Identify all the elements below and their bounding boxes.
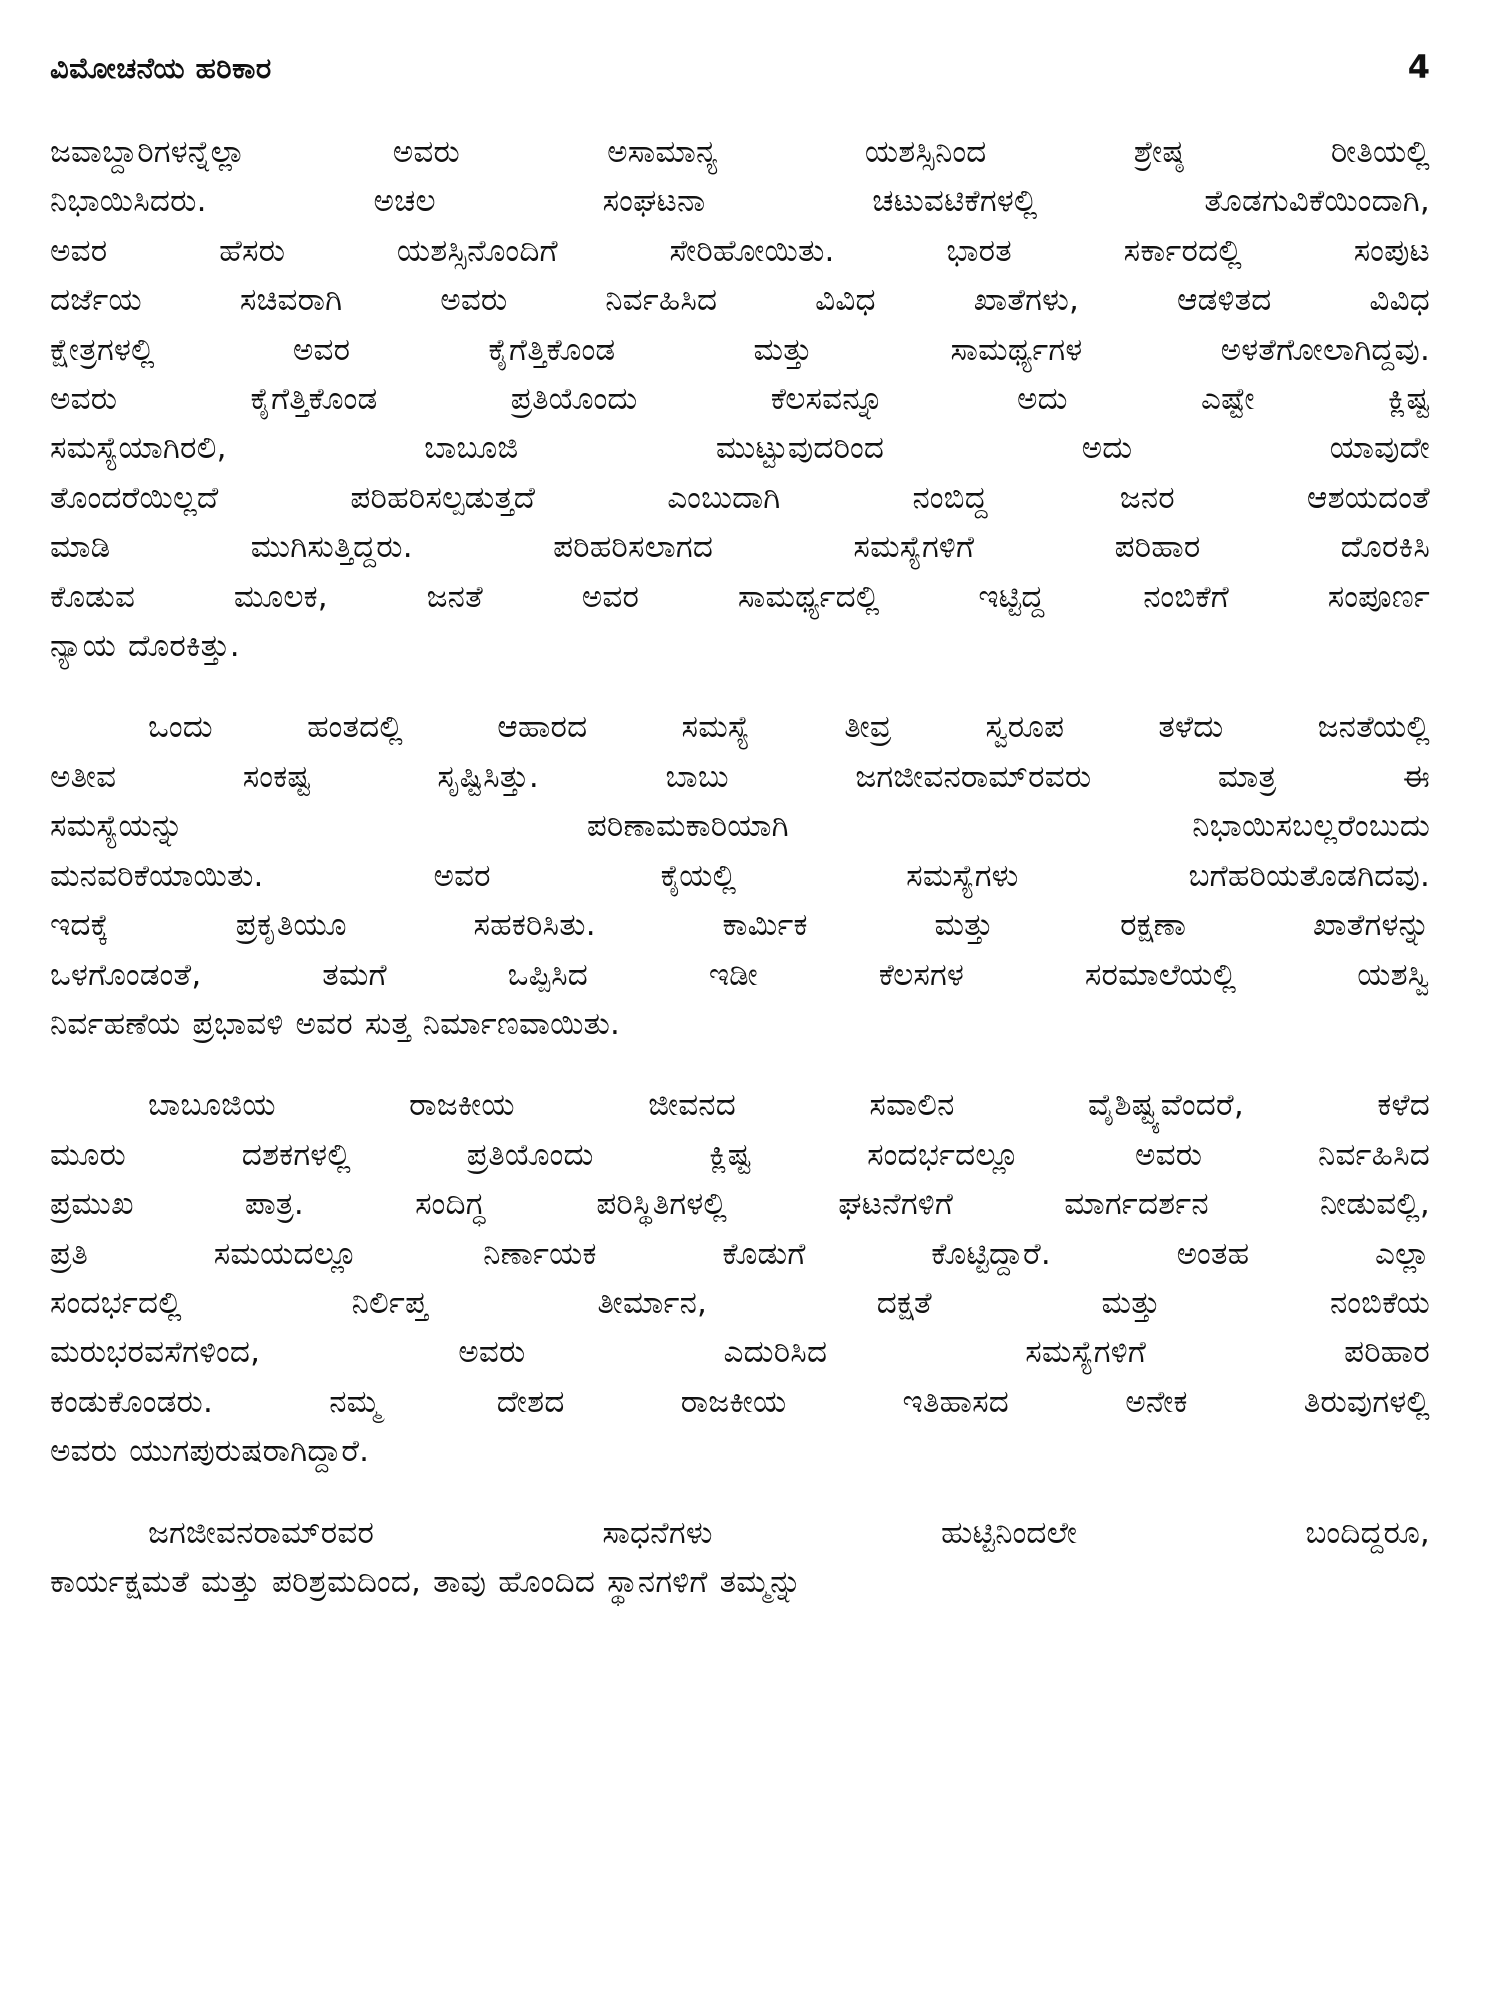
text-line: ಬಾಬೂಜಿಯ ರಾಜಕೀಯ ಜೀವನದ ಸವಾಲಿನ ವೈಶಿಷ್ಟ್ಯವೆಂದರೆ, ಕಳೆದ — [148, 1087, 1430, 1124]
text-line: ದರ್ಜೆಯ ಸಚಿವರಾಗಿ ಅವರು ನಿರ್ವಹಿಸಿದ ವಿವಿಧ ಖಾತೆಗಳು, ಆಡಳಿತದ ವಿವಿಧ — [50, 282, 1430, 319]
text-line: ಸಮಸ್ಯೆಯನ್ನು ಪರಿಣಾಮಕಾರಿಯಾಗಿ ನಿಭಾಯಿಸಬಲ್ಲರೆಂಬುದು — [50, 808, 1430, 845]
text-line: ಕಾರ್ಯಕ್ಷಮತೆ ಮತ್ತು ಪರಿಶ್ರಮದಿಂದ, ತಾವು ಹೊಂದಿದ ಸ್ಥಾನಗಳಿಗೆ ತಮ್ಮನ್ನು — [50, 1563, 802, 1600]
text-line: ಕೊಡುವ ಮೂಲಕ, ಜನತೆ ಅವರ ಸಾಮರ್ಥ್ಯದಲ್ಲಿ ಇಟ್ಟಿದ್ದ ನಂಬಿಕೆಗೆ ಸಂಪೂರ್ಣ — [50, 578, 1430, 615]
text-line: ನಿರ್ವಹಣೆಯ ಪ್ರಭಾವಳಿ ಅವರ ಸುತ್ತ ನಿರ್ಮಾಣವಾಯಿತು. — [50, 1005, 621, 1042]
text-line: ಪ್ರತಿ ಸಮಯದಲ್ಲೂ ನಿರ್ಣಾಯಕ ಕೊಡುಗೆ ಕೊಟ್ಟಿದ್ದಾರೆ. ಅಂತಹ ಎಲ್ಲಾ — [50, 1235, 1430, 1272]
paragraph — [50, 1509, 1430, 1608]
text-line: ಪ್ರಮುಖ ಪಾತ್ರ. ಸಂದಿಗ್ಧ ಪರಿಸ್ಥಿತಿಗಳಲ್ಲಿ ಘಟನೆಗಳಿಗೆ ಮಾರ್ಗದರ್ಶನ ನೀಡುವಲ್ಲಿ, — [50, 1186, 1430, 1223]
text-line: ಅತೀವ ಸಂಕಷ್ಟ ಸೃಷ್ಟಿಸಿತ್ತು. ಬಾಬು ಜಗಜೀವನರಾಮ್‌ರವರು ಮಾತ್ರ ಈ — [50, 758, 1430, 795]
text-line: ಅವರು ಕೈಗೆತ್ತಿಕೊಂಡ ಪ್ರತಿಯೊಂದು ಕೆಲಸವನ್ನೂ ಅದು ಎಷ್ಟೇ ಕ್ಲಿಷ್ಟ — [50, 381, 1430, 418]
text-line: ನ್ಯಾಯ ದೊರಕಿತ್ತು. — [50, 628, 240, 665]
paragraph — [50, 1081, 1430, 1476]
text-line: ಮಾಡಿ ಮುಗಿಸುತ್ತಿದ್ದರು. ಪರಿಹರಿಸಲಾಗದ ಸಮಸ್ಯೆಗಳಿಗೆ ಪರಿಹಾರ ದೊರಕಿಸಿ — [50, 529, 1430, 566]
paragraph — [50, 703, 1430, 1049]
text-line: ಇದಕ್ಕೆ ಪ್ರಕೃತಿಯೂ ಸಹಕರಿಸಿತು. ಕಾರ್ಮಿಕ ಮತ್ತು ರಕ್ಷಣಾ ಖಾತೆಗಳನ್ನು — [50, 907, 1430, 944]
text-line: ಕ್ಷೇತ್ರಗಳಲ್ಲಿ ಅವರ ಕೈಗೆತ್ತಿಕೊಂಡ ಮತ್ತು ಸಾಮರ್ಥ್ಯಗಳ ಅಳತೆಗೋಲಾಗಿದ್ದವು. — [50, 331, 1430, 368]
text-line: ಅವರ ಹೆಸರು ಯಶಸ್ಸಿನೊಂದಿಗೆ ಸೇರಿಹೋಯಿತು. ಭಾರತ ಸರ್ಕಾರದಲ್ಲಿ ಸಂಪುಟ — [50, 232, 1430, 269]
page-number: 4 — [1407, 48, 1430, 86]
text-line: ಮರುಭರವಸೆಗಳಿಂದ, ಅವರು ಎದುರಿಸಿದ ಸಮಸ್ಯೆಗಳಿಗೆ ಪರಿಹಾರ — [50, 1334, 1430, 1371]
text-line: ಮೂರು ದಶಕಗಳಲ್ಲಿ ಪ್ರತಿಯೊಂದು ಕ್ಲಿಷ್ಟ ಸಂದರ್ಭದಲ್ಲೂ ಅವರು ನಿರ್ವಹಿಸಿದ — [50, 1136, 1430, 1173]
text-line: ಅವರು ಯುಗಪುರುಷರಾಗಿದ್ದಾರೆ. — [50, 1433, 370, 1470]
text-line: ನಿಭಾಯಿಸಿದರು. ಅಚಲ ಸಂಘಟನಾ ಚಟುವಟಿಕೆಗಳಲ್ಲಿ ತೊಡಗುವಿಕೆಯಿಂದಾಗಿ, — [50, 183, 1430, 220]
text-line: ತೊಂದರೆಯಿಲ್ಲದೆ ಪರಿಹರಿಸಲ್ಪಡುತ್ತದೆ ಎಂಬುದಾಗಿ ನಂಬಿದ್ದ ಜನರ ಆಶಯದಂತೆ — [50, 479, 1430, 516]
text-line: ಜಗಜೀವನರಾಮ್‌ರವರ ಸಾಧನೆಗಳು ಹುಟ್ಟಿನಿಂದಲೇ ಬಂದಿದ್ದರೂ, — [148, 1514, 1430, 1551]
text-line: ಸಮಸ್ಯೆಯಾಗಿರಲಿ, ಬಾಬೂಜಿ ಮುಟ್ಟುವುದರಿಂದ ಅದು ಯಾವುದೇ — [50, 430, 1430, 467]
text-line: ಸಂದರ್ಭದಲ್ಲಿ ನಿರ್ಲಿಪ್ತ ತೀರ್ಮಾನ, ದಕ್ಷತೆ ಮತ್ತು ನಂಬಿಕೆಯ — [50, 1284, 1430, 1321]
body-text — [50, 128, 1430, 1639]
text-line: ಮನವರಿಕೆಯಾಯಿತು. ಅವರ ಕೈಯಲ್ಲಿ ಸಮಸ್ಯೆಗಳು ಬಗೆಹರಿಯತೊಡಗಿದವು. — [50, 857, 1430, 894]
text-line: ಒಳಗೊಂಡಂತೆ, ತಮಗೆ ಒಪ್ಪಿಸಿದ ಇಡೀ ಕೆಲಸಗಳ ಸರಮಾಲೆಯಲ್ಲಿ ಯಶಸ್ವಿ — [50, 956, 1430, 993]
text-line: ಕಂಡುಕೊಂಡರು. ನಮ್ಮ ದೇಶದ ರಾಜಕೀಯ ಇತಿಹಾಸದ ಅನೇಕ ತಿರುವುಗಳಲ್ಲಿ — [50, 1383, 1430, 1420]
text-line: ಜವಾಬ್ದಾರಿಗಳನ್ನೆಲ್ಲಾ ಅವರು ಅಸಾಮಾನ್ಯ ಯಶಸ್ಸಿನಿಂದ ಶ್ರೇಷ್ಠ ರೀತಿಯಲ್ಲಿ — [50, 134, 1430, 170]
page-header — [50, 48, 1430, 86]
paragraph — [50, 128, 1430, 671]
text-line: ಒಂದು ಹಂತದಲ್ಲಿ ಆಹಾರದ ಸಮಸ್ಯೆ ತೀವ್ರ ಸ್ವರೂಪ ತಳೆದು ಜನತೆಯಲ್ಲಿ — [148, 709, 1430, 746]
running-title: ವಿಮೋಚನೆಯ ಹರಿಕಾರ — [50, 51, 272, 85]
